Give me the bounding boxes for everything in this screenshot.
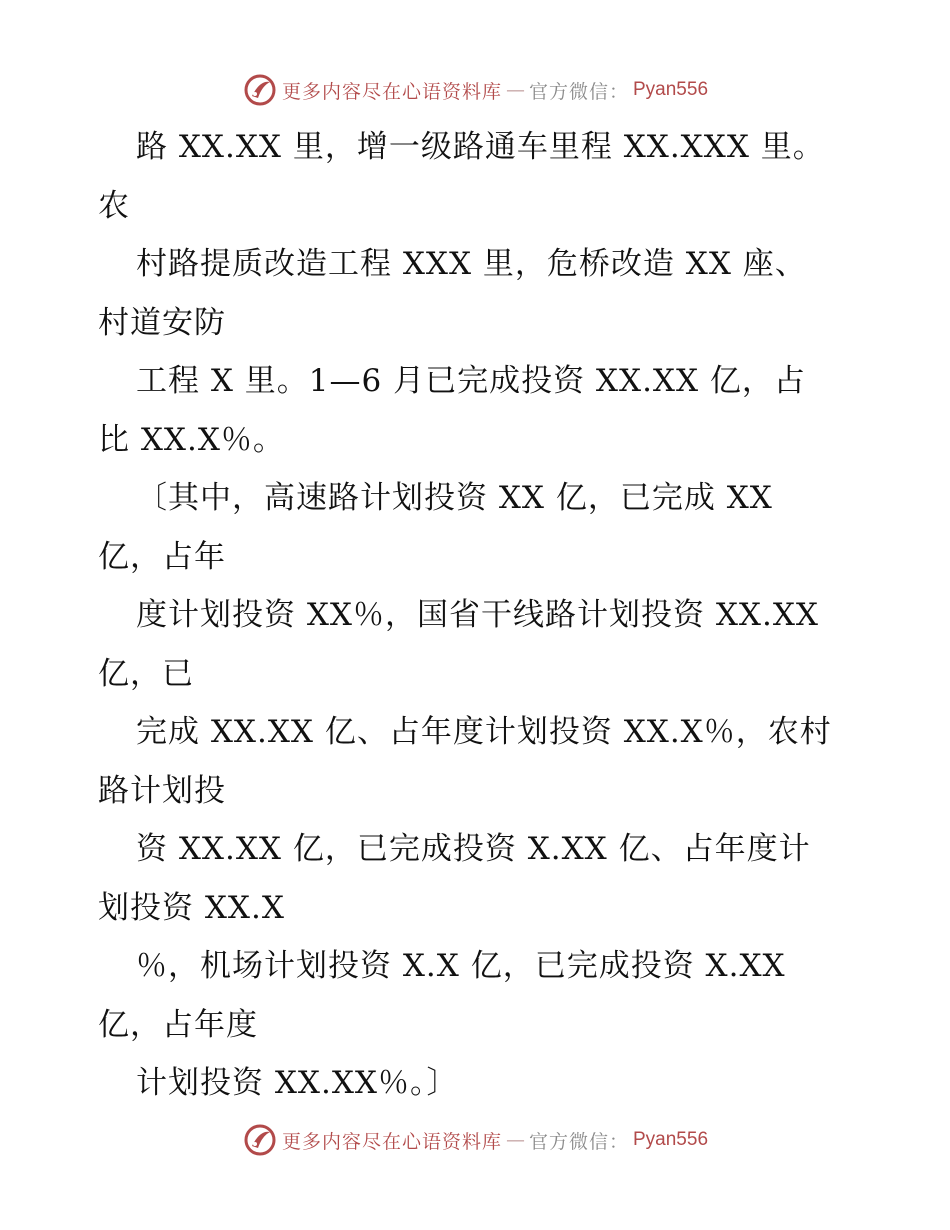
- text-line: 村道安防: [98, 304, 226, 341]
- watermark-separator: —: [505, 79, 525, 101]
- text-line: 〔其中，高速路计划投资 XX 亿，已完成 XX: [136, 480, 773, 516]
- text-line: 划投资 XX.X: [98, 889, 285, 926]
- header-watermark: [0, 70, 950, 110]
- text-line: 路计划投: [98, 772, 226, 809]
- text-line: 资 XX.XX 亿，已完成投资 X.XX 亿、占年度计: [136, 831, 811, 867]
- text-line: 路 XX.XX 里，增一级路通车里程 XX.XXX 里。: [136, 129, 825, 165]
- footer-watermark: [0, 1120, 950, 1160]
- watermark-wechat-id: Pyan556: [633, 79, 709, 100]
- watermark-text: 更多内容尽在心语资料库: [281, 80, 502, 103]
- watermark-text: 更多内容尽在心语资料库: [281, 1130, 502, 1153]
- text-line: 亿，占年: [98, 538, 226, 575]
- text-line: 比 XX.X％。: [98, 421, 285, 458]
- watermark-separator: —: [505, 1129, 525, 1151]
- watermark-wechat-id: Pyan556: [633, 1129, 709, 1150]
- text-line: ％，机场计划投资 X.X 亿，已完成投资 X.XX: [136, 948, 786, 984]
- text-line: 村路提质改造工程 XXX 里，危桥改造 XX 座、: [136, 246, 807, 282]
- text-line: 亿，占年度: [98, 1006, 258, 1043]
- watermark-wechat-label: 官方微信：: [528, 1130, 629, 1153]
- brand-logo-icon: [242, 1122, 278, 1158]
- watermark-wechat-label: 官方微信：: [528, 80, 629, 103]
- text-line: 度计划投资 XX％，国省干线路计划投资 XX.XX: [136, 597, 819, 633]
- text-line: 农: [98, 187, 130, 224]
- text-line: 计划投资 XX.XX％。〕: [136, 1065, 459, 1101]
- text-line: 完成 XX.XX 亿、占年度计划投资 XX.X％，农村: [136, 714, 832, 750]
- brand-logo-icon: [242, 72, 278, 108]
- text-line: 工程 X 里。1—6 月已完成投资 XX.XX 亿，占: [136, 363, 806, 399]
- text-line: 亿，已: [98, 655, 194, 692]
- document-body: [98, 118, 868, 1113]
